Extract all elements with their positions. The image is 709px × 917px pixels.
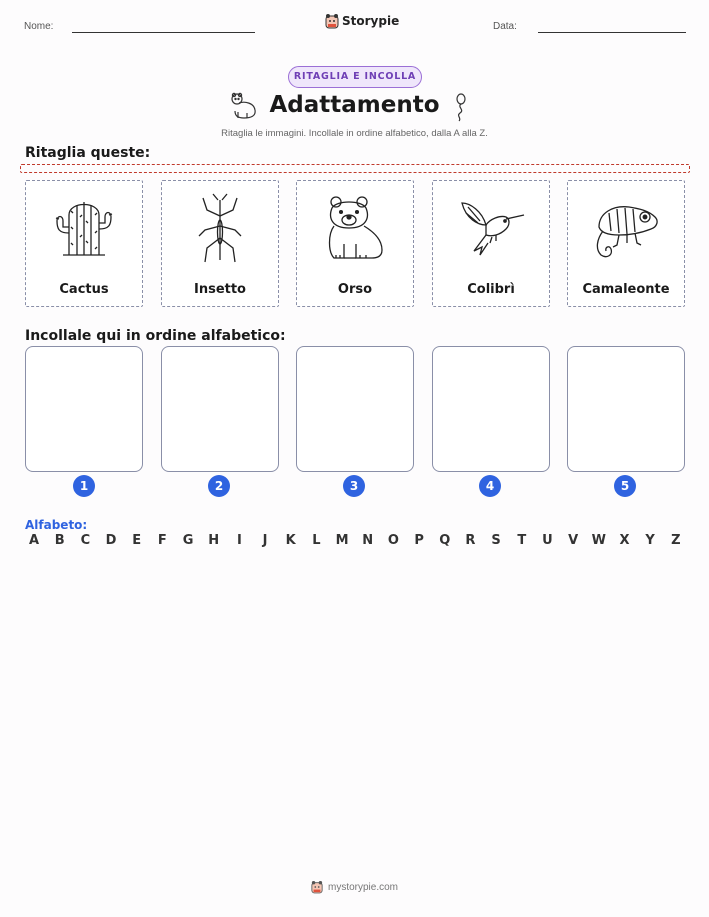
polar-bear-icon bbox=[322, 194, 388, 264]
cut-card-colibri[interactable] bbox=[432, 180, 550, 307]
cut-card-camaleonte[interactable] bbox=[567, 180, 685, 307]
alphabet-letter: V bbox=[568, 533, 579, 548]
activity-badge: RITAGLIA E INCOLLA bbox=[288, 66, 422, 88]
page-title: Adattamento bbox=[269, 92, 440, 118]
cut-card-insetto[interactable] bbox=[161, 180, 279, 307]
paste-box-5[interactable] bbox=[567, 346, 685, 472]
cut-card-orso[interactable] bbox=[296, 180, 414, 307]
alphabet-letter: Y bbox=[645, 533, 655, 548]
alphabet-letter: X bbox=[619, 533, 630, 548]
alphabet-letter: Z bbox=[671, 533, 681, 548]
card-label: Insetto bbox=[193, 282, 246, 297]
alphabet-letter: C bbox=[80, 533, 91, 548]
instructions: Ritaglia le immagini. Incollale in ordine alfabetico, dalla A alla Z. bbox=[221, 128, 488, 139]
hummingbird-icon bbox=[456, 197, 526, 261]
alphabet-letter: A bbox=[28, 533, 40, 548]
alphabet-letter: H bbox=[208, 533, 220, 548]
alphabet-letter: B bbox=[54, 533, 65, 548]
stick-insect-icon bbox=[195, 192, 245, 266]
name-line[interactable] bbox=[72, 32, 255, 33]
alphabet-label: Alfabeto: bbox=[25, 518, 88, 532]
alphabet-letter: I bbox=[236, 533, 242, 548]
alphabet-letter: U bbox=[542, 533, 553, 548]
alphabet-letter: M bbox=[335, 533, 349, 548]
alphabet-letter: P bbox=[414, 533, 424, 548]
alphabet-letter: G bbox=[182, 533, 194, 548]
date-label: Data: bbox=[493, 21, 517, 32]
alphabet-letter: R bbox=[465, 533, 476, 548]
alphabet-letter: W bbox=[591, 533, 606, 548]
alphabet-letter: K bbox=[285, 533, 296, 548]
paste-section-label: Incollale qui in ordine alfabetico: bbox=[25, 328, 286, 344]
paste-box-4[interactable] bbox=[432, 346, 550, 472]
position-number-3: 3 bbox=[343, 475, 365, 497]
date-line[interactable] bbox=[538, 32, 686, 33]
footer bbox=[0, 880, 709, 894]
paste-box-2[interactable] bbox=[161, 346, 279, 472]
storypie-mascot-icon bbox=[325, 13, 339, 29]
alphabet-letter: J bbox=[262, 533, 268, 548]
alphabet-letter: D bbox=[105, 533, 117, 548]
cactus-icon bbox=[49, 193, 119, 265]
card-label: Cactus bbox=[59, 282, 109, 297]
brand-logo bbox=[325, 13, 399, 29]
alphabet-letter: F bbox=[157, 533, 167, 548]
alphabet-letter: N bbox=[362, 533, 374, 548]
position-number-5: 5 bbox=[614, 475, 636, 497]
alphabet-letter: E bbox=[132, 533, 142, 548]
name-label: Nome: bbox=[24, 21, 54, 32]
footer-url[interactable]: mystorypie.com bbox=[327, 881, 398, 893]
cut-card-cactus[interactable] bbox=[25, 180, 143, 307]
paste-box-3[interactable] bbox=[296, 346, 414, 472]
alphabet-row bbox=[25, 533, 685, 548]
balloon-doodle-icon bbox=[452, 92, 470, 122]
position-number-1: 1 bbox=[73, 475, 95, 497]
alphabet-letter: L bbox=[312, 533, 321, 548]
paste-box-1[interactable] bbox=[25, 346, 143, 472]
card-label: Orso bbox=[337, 282, 373, 297]
alphabet-letter: T bbox=[517, 533, 527, 548]
card-label: Camaleonte bbox=[582, 282, 670, 297]
alphabet-letter: O bbox=[387, 533, 399, 548]
chameleon-icon bbox=[589, 197, 663, 261]
card-label: Colibrì bbox=[467, 282, 515, 297]
scissor-cut-line bbox=[20, 164, 690, 173]
position-number-2: 2 bbox=[208, 475, 230, 497]
alphabet-letter: S bbox=[491, 533, 501, 548]
alphabet-letter: Q bbox=[439, 533, 451, 548]
storypie-mascot-icon bbox=[311, 880, 323, 894]
brand-name: Storypie bbox=[342, 14, 400, 28]
position-number-4: 4 bbox=[479, 475, 501, 497]
cut-section-label: Ritaglia queste: bbox=[25, 145, 151, 161]
